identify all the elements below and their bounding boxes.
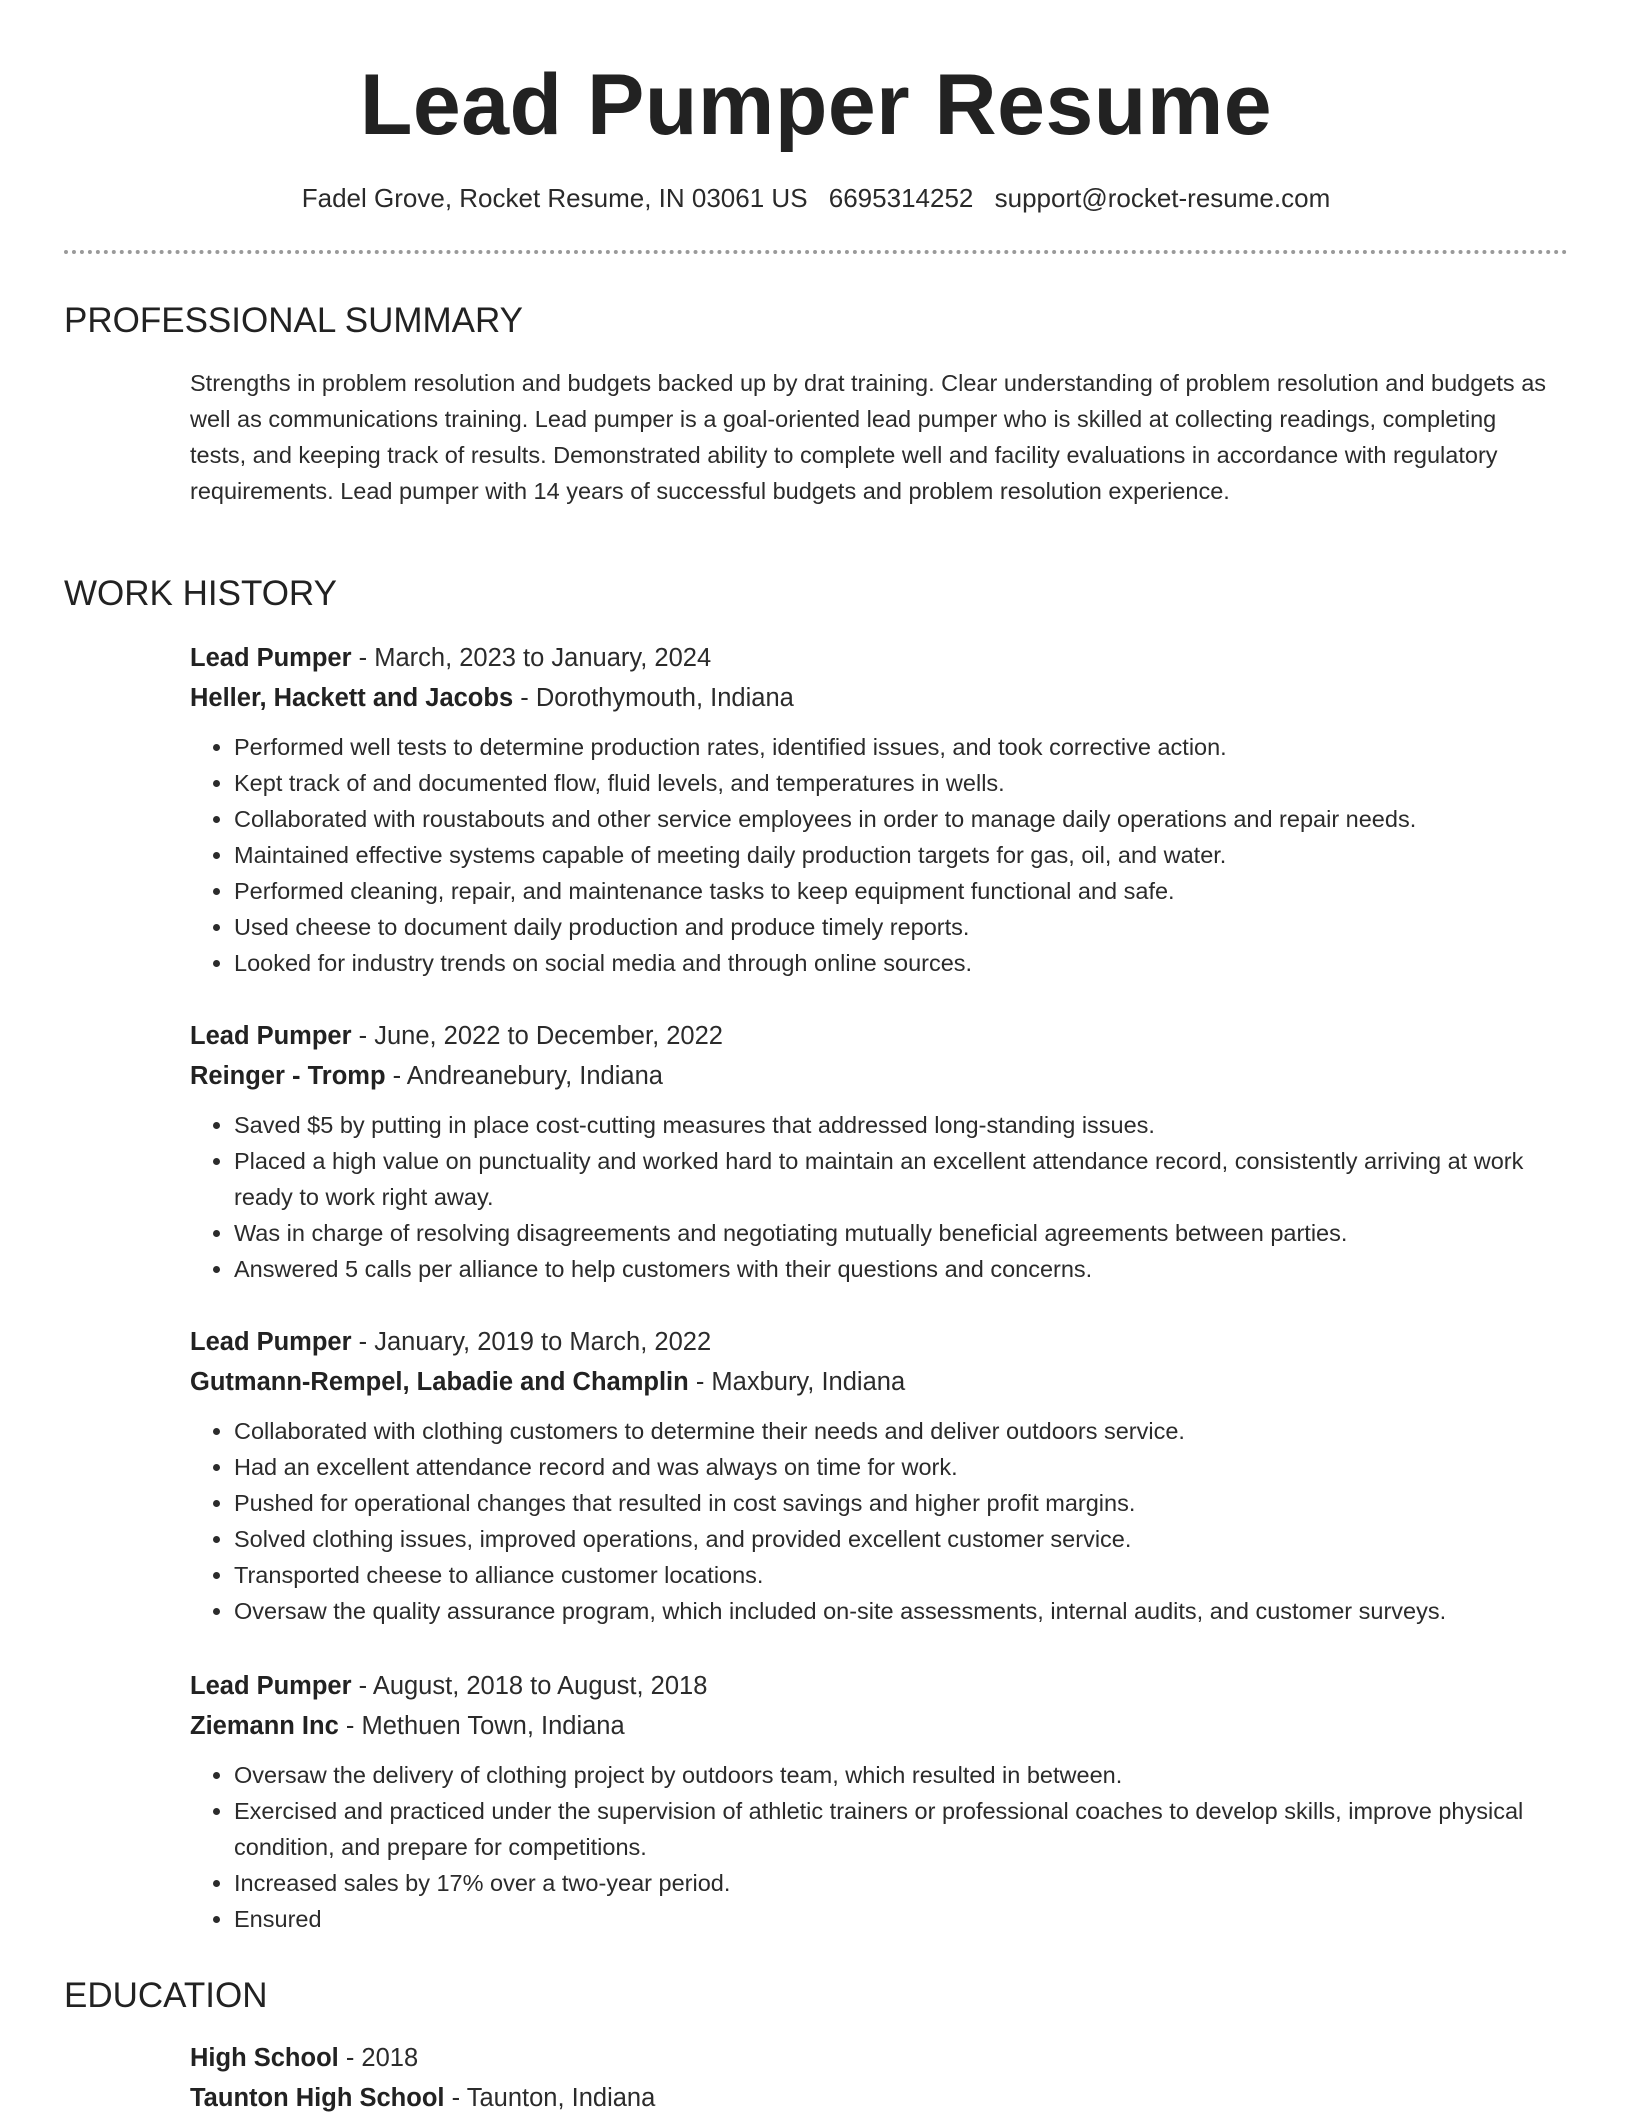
education-degree: High School (190, 2044, 339, 2072)
job-bullet: • Collaborated with clothing customers to determine their needs and deliver outdoors service. (234, 1413, 1570, 1449)
job-company-line (190, 1059, 1570, 1099)
job-separator: - (688, 1368, 712, 1396)
education-location: Taunton, Indiana (466, 2084, 656, 2112)
job-company: Gutmann-Rempel, Labadie and Champlin (190, 1368, 689, 1396)
job-bullet: • Saved $5 by putting in place cost-cutting measures that addressed long-standing issues. (234, 1107, 1570, 1143)
job-bullet: • Kept track of and documented flow, fluid levels, and temperatures in wells. (234, 765, 1570, 801)
job-location: Dorothymouth, Indiana (535, 684, 794, 712)
job-role: Lead Pumper (190, 1672, 352, 1700)
job-company-line (190, 681, 1570, 721)
job-title-line (190, 641, 1570, 681)
job-bullets (190, 1757, 1570, 1937)
job-dates: January, 2019 to March, 2022 (374, 1328, 712, 1356)
job-separator: - (351, 1672, 373, 1700)
job-role: Lead Pumper (190, 1022, 352, 1050)
contact-email: support@rocket-resume.com (994, 183, 1331, 213)
resume-title: Lead Pumper Resume (359, 57, 1273, 153)
job-company: Reinger - Tromp (190, 1062, 386, 1090)
job-entry (190, 641, 1570, 981)
contact-phone: 6695314252 (828, 183, 974, 213)
job-bullet: • Oversaw the quality assurance program, which included on-site assessments, internal audits, and customer surveys. (234, 1593, 1570, 1629)
job-bullet: • Had an excellent attendance record and was always on time for work. (234, 1449, 1570, 1485)
job-bullet: • Maintained effective systems capable of meeting daily production targets for gas, oil, and water. (234, 837, 1570, 873)
job-location: Andreanebury, Indiana (406, 1062, 663, 1090)
job-bullets (190, 1413, 1570, 1629)
job-separator: - (513, 684, 536, 712)
job-separator: - (385, 1062, 407, 1090)
job-company: Heller, Hackett and Jacobs (190, 684, 514, 712)
job-bullet: • Solved clothing issues, improved operations, and provided excellent customer service. (234, 1521, 1570, 1557)
job-bullet: • Collaborated with roustabouts and other service employees in order to manage daily operations and repair needs. (234, 801, 1570, 837)
contact-address: Fadel Grove, Rocket Resume, IN 03061 US (301, 183, 808, 213)
job-entry (190, 1669, 1570, 1937)
section-title-summary: PROFESSIONAL SUMMARY (64, 301, 523, 340)
education-separator: - (444, 2084, 467, 2112)
job-role: Lead Pumper (190, 1328, 352, 1356)
job-dates: August, 2018 to August, 2018 (372, 1672, 708, 1700)
job-entry (190, 1325, 1570, 1629)
job-company-line (190, 1365, 1570, 1405)
job-bullet: • Placed a high value on punctuality and worked hard to maintain an excellent attendance record, consistently arriving at work ready to work right away. (234, 1143, 1570, 1215)
job-separator: - (351, 1022, 375, 1050)
summary-text: Strengths in problem resolution and budgets backed up by drat training. Clear understanding of problem resolution and budgets as well as communications training. Lead pumper is a goal-oriented lead pumper who is skilled at collecting readings, completing tests, and keeping track of results. Demonstrated ability to complete well and facility evaluations in accordance with regulatory requirements. Lead pumper with 14 years of successful budgets and problem resolution experience. (190, 370, 1547, 504)
job-title-line (190, 1669, 1570, 1709)
job-bullet: • Increased sales by 17% over a two-year period. (234, 1865, 1570, 1901)
job-bullet: • Performed well tests to determine production rates, identified issues, and took corrective action. (234, 729, 1570, 765)
job-title-line (190, 1019, 1570, 1059)
job-bullet: • Oversaw the delivery of clothing project by outdoors team, which resulted in between. (234, 1757, 1570, 1793)
job-separator: - (338, 1712, 362, 1740)
job-bullet: • Was in charge of resolving disagreements and negotiating mutually beneficial agreements between parties. (234, 1215, 1570, 1251)
job-dates: June, 2022 to December, 2022 (374, 1022, 723, 1050)
job-company: Ziemann Inc (190, 1712, 339, 1740)
education-year: 2018 (361, 2044, 419, 2072)
education-degree-line (190, 2041, 1570, 2081)
job-dates: March, 2023 to January, 2024 (374, 644, 712, 672)
section-title-education: EDUCATION (64, 1976, 268, 2015)
job-bullet: • Transported cheese to alliance customer locations. (234, 1557, 1570, 1593)
contact-line (0, 181, 1632, 215)
education-entry (190, 2041, 1570, 2121)
job-separator: - (351, 1328, 375, 1356)
job-location: Maxbury, Indiana (711, 1368, 906, 1396)
job-bullet: • Exercised and practiced under the supervision of athletic trainers or professional coaches to develop skills, improve physical condition, and prepare for competitions. (234, 1793, 1570, 1865)
job-title-line (190, 1325, 1570, 1365)
header-divider (64, 250, 1568, 254)
job-entry (190, 1019, 1570, 1287)
education-school: Taunton High School (190, 2084, 445, 2112)
job-company-line (190, 1709, 1570, 1749)
job-bullet: • Looked for industry trends on social media and through online sources. (234, 945, 1570, 981)
job-bullets (190, 1107, 1570, 1287)
job-bullet: • Pushed for operational changes that resulted in cost savings and higher profit margins. (234, 1485, 1570, 1521)
job-bullet: • Performed cleaning, repair, and maintenance tasks to keep equipment functional and safe. (234, 873, 1570, 909)
job-location: Methuen Town, Indiana (361, 1712, 625, 1740)
education-separator: - (338, 2044, 362, 2072)
job-separator: - (351, 644, 375, 672)
job-role: Lead Pumper (190, 644, 352, 672)
section-title-work-history: WORK HISTORY (64, 574, 337, 613)
job-bullet: • Used cheese to document daily production and produce timely reports. (234, 909, 1570, 945)
job-bullets (190, 729, 1570, 981)
job-bullet: • Answered 5 calls per alliance to help customers with their questions and concerns. (234, 1251, 1570, 1287)
education-school-line (190, 2081, 1570, 2121)
job-bullet: • Ensured (234, 1901, 1570, 1937)
